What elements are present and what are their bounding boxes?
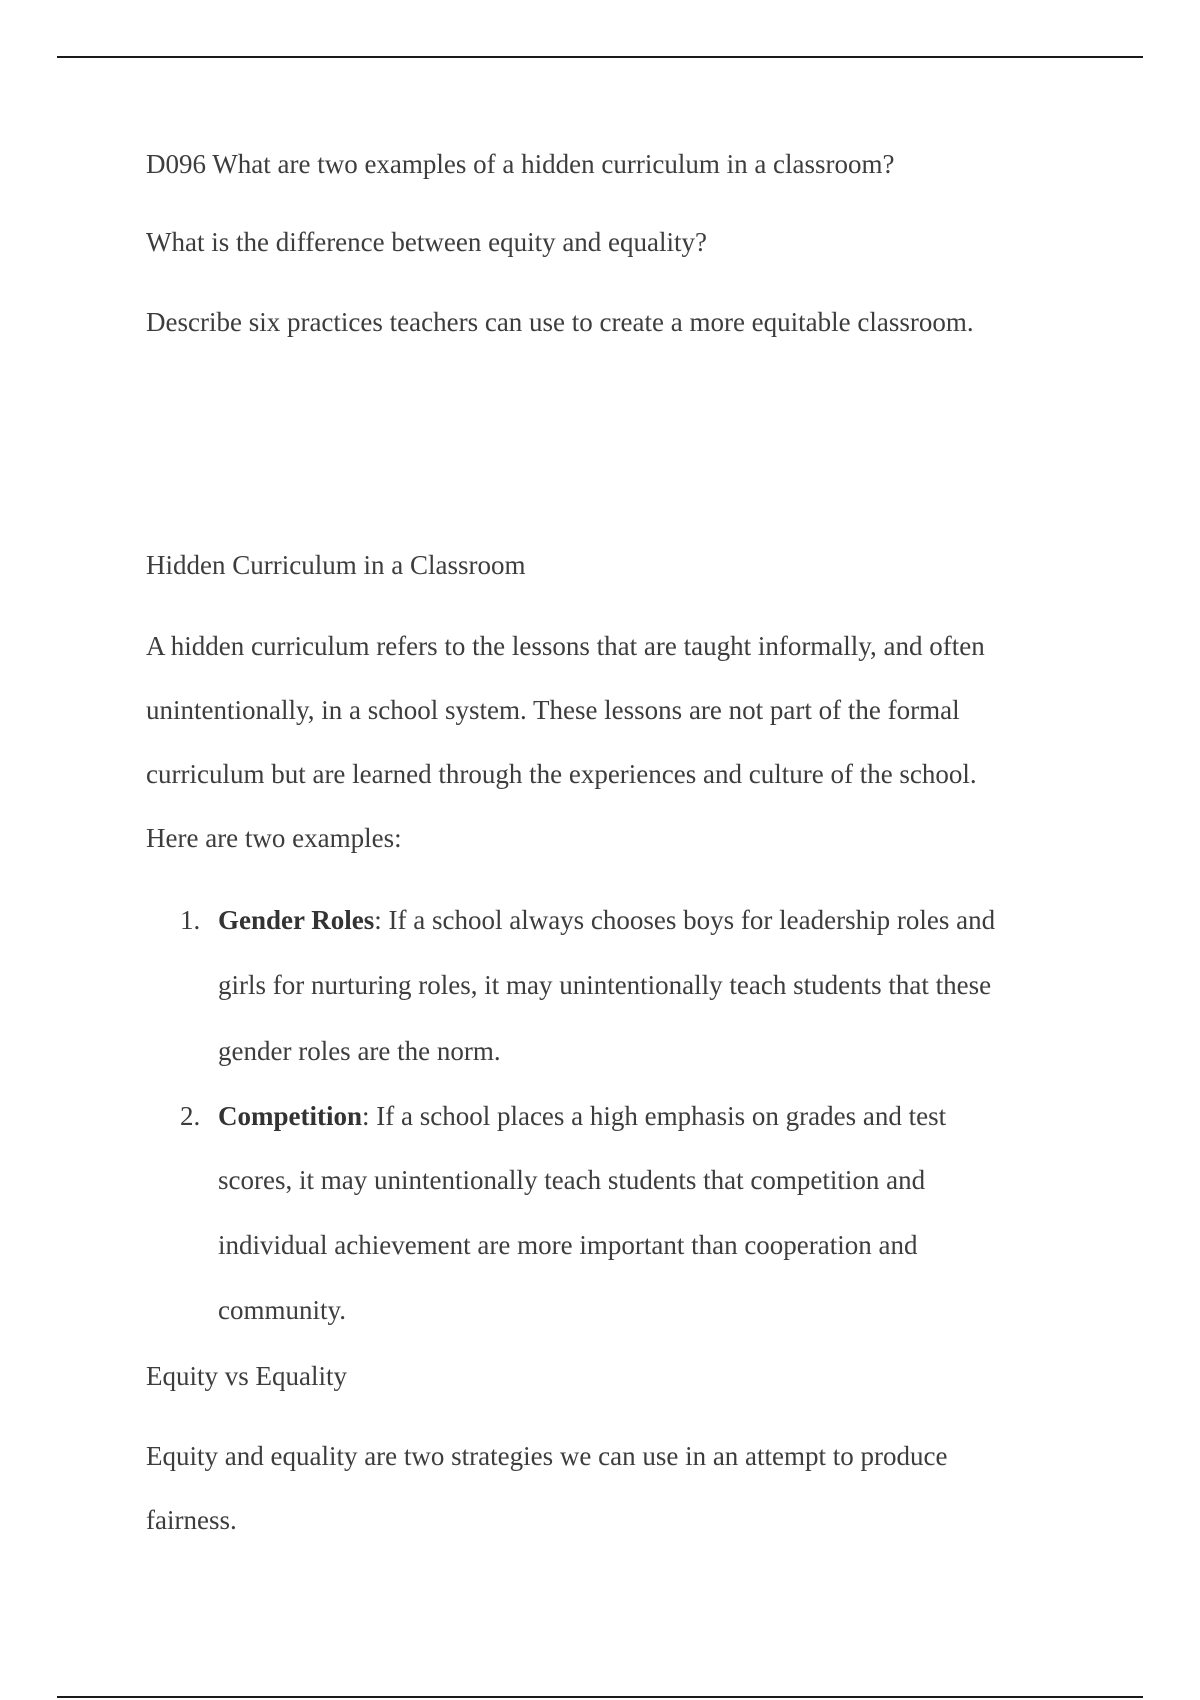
section-heading-equity-equality: Equity vs Equality bbox=[146, 1361, 347, 1391]
list-item-line: community. bbox=[218, 1295, 346, 1325]
paragraph-line: curriculum but are learned through the experiences and culture of the school. bbox=[146, 759, 977, 789]
paragraph-line: unintentionally, in a school system. These lessons are not part of the formal bbox=[146, 695, 960, 725]
list-item-line: scores, it may unintentionally teach students that competition and bbox=[218, 1165, 926, 1195]
list-item-text: : If a school always chooses boys for leadership roles and bbox=[374, 905, 996, 935]
list-item-first-line bbox=[218, 1100, 946, 1132]
question-equity-equality: What is the difference between equity and equality? bbox=[146, 227, 708, 257]
list-item-text: : If a school places a high emphasis on grades and test bbox=[362, 1101, 947, 1131]
paragraph-line: fairness. bbox=[146, 1505, 237, 1535]
list-item-first-line bbox=[218, 904, 995, 936]
list-number: 1. bbox=[180, 905, 201, 935]
term-competition: Competition bbox=[218, 1101, 362, 1131]
paragraph-line: A hidden curriculum refers to the lessons that are taught informally, and often bbox=[146, 631, 985, 661]
term-gender-roles: Gender Roles bbox=[218, 905, 375, 935]
list-item-line: gender roles are the norm. bbox=[218, 1036, 501, 1066]
top-rule bbox=[57, 56, 1143, 58]
list-item-line: girls for nurturing roles, it may unintentionally teach students that these bbox=[218, 970, 992, 1000]
paragraph-line: Here are two examples: bbox=[146, 823, 402, 853]
section-heading-hidden-curriculum: Hidden Curriculum in a Classroom bbox=[146, 550, 526, 580]
bottom-rule bbox=[57, 1696, 1143, 1698]
question-equitable-practices: Describe six practices teachers can use to create a more equitable classroom. bbox=[146, 307, 974, 337]
paragraph-line: Equity and equality are two strategies we can use in an attempt to produce bbox=[146, 1441, 948, 1471]
list-number: 2. bbox=[180, 1101, 201, 1131]
question-hidden-curriculum: D096 What are two examples of a hidden curriculum in a classroom? bbox=[146, 149, 895, 179]
list-item-line: individual achievement are more important than cooperation and bbox=[218, 1230, 918, 1260]
